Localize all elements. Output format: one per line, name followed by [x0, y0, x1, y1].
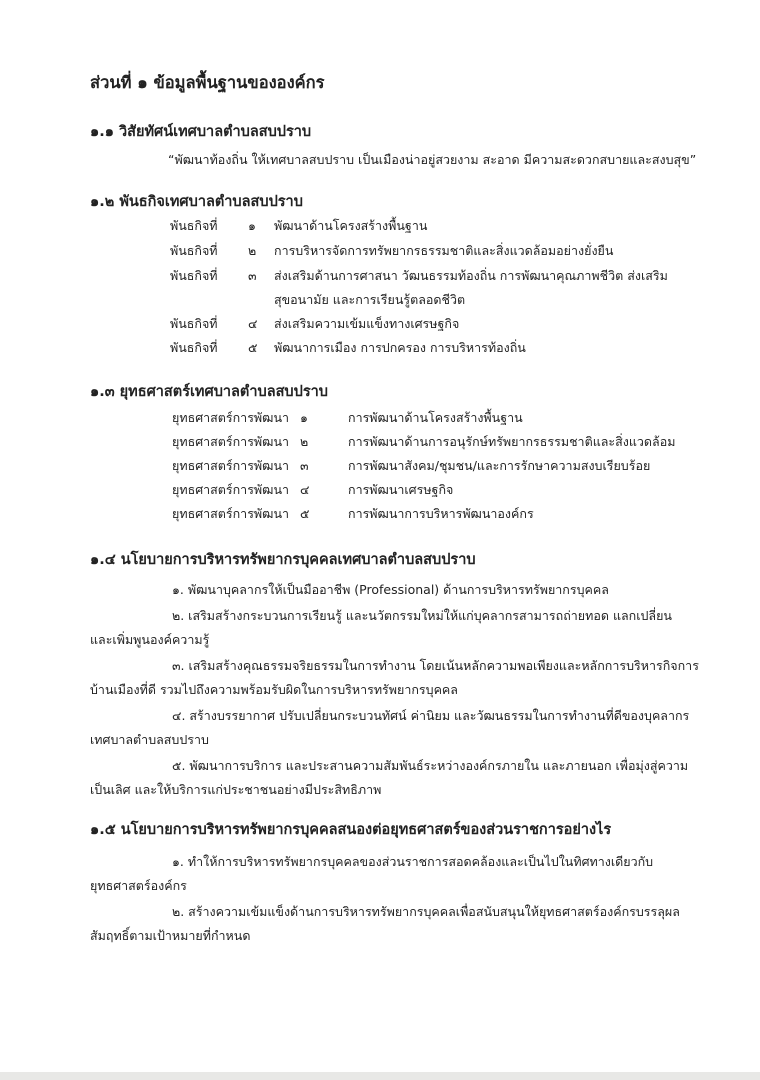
mission-text: ส่งเสริมด้านการศาสนา วัฒนธรรมท้องถิ่น การพัฒนาคุณภาพชีวิต ส่งเสริม	[274, 268, 668, 283]
strategy-label: ยุทธศาสตร์การพัฒนา	[172, 458, 290, 473]
policy-paragraph: ๔. สร้างบรรยากาศ ปรับเปลี่ยนกระบวนทัศน์ ค่านิยม และวัฒนธรรมในการทำงานที่ดีของบุคลากร	[172, 708, 690, 723]
strategy-label: ยุทธศาสตร์การพัฒนา	[172, 434, 290, 449]
mission-number: ๓	[248, 268, 257, 283]
mission-number: ๔	[248, 316, 258, 331]
mission-label: พันธกิจที่	[170, 218, 218, 233]
section-1-1-title: ๑.๑ วิสัยทัศน์เทศบาลตำบลสบปราบ	[90, 124, 312, 140]
alignment-paragraph: ๒. สร้างความเข้มแข็งด้านการบริหารทรัพยากรบุคคลเพื่อสนับสนุนให้ยุทธศาสตร์องค์กรบรรลุผล	[172, 904, 680, 919]
strategy-text: การพัฒนาการบริหารพัฒนาองค์กร	[348, 506, 534, 521]
policy-paragraph: ๑. พัฒนาบุคลากรให้เป็นมืออาชีพ (Professional) ด้านการบริหารทรัพยากรบุคคล	[172, 582, 609, 597]
strategy-label: ยุทธศาสตร์การพัฒนา	[172, 482, 290, 497]
alignment-paragraph: ๑. ทำให้การบริหารทรัพยากรบุคคลของส่วนราชการสอดคล้องและเป็นไปในทิศทางเดียวกับ	[172, 854, 654, 869]
policy-paragraph-continued: เป็นเลิศ และให้บริการแก่ประชาชนอย่างมีประสิทธิภาพ	[90, 782, 382, 797]
policy-paragraph-continued: และเพิ่มพูนองค์ความรู้	[90, 632, 210, 647]
mission-text: การบริหารจัดการทรัพยากรธรรมชาติและสิ่งแวดล้อมอย่างยั่งยืน	[274, 243, 614, 258]
strategy-label: ยุทธศาสตร์การพัฒนา	[172, 410, 290, 425]
mission-label: พันธกิจที่	[170, 340, 218, 355]
strategy-number: ๒	[300, 434, 309, 449]
mission-number: ๑	[248, 218, 256, 233]
strategy-label: ยุทธศาสตร์การพัฒนา	[172, 506, 290, 521]
section-1-5-title: ๑.๕ นโยบายการบริหารทรัพยากรบุคคลสนองต่อยุทธศาสตร์ของส่วนราชการอย่างไร	[90, 822, 612, 838]
section-1-2-title: ๑.๒ พันธกิจเทศบาลตำบลสบปราบ	[90, 194, 303, 210]
strategy-number: ๓	[300, 458, 309, 473]
mission-text: พัฒนาด้านโครงสร้างพื้นฐาน	[274, 218, 428, 233]
alignment-paragraph-continued: ยุทธศาสตร์องค์กร	[90, 878, 187, 893]
section-1-4-title: ๑.๔ นโยบายการบริหารทรัพยากรบุคคลเทศบาลตำบลสบปราบ	[90, 552, 476, 568]
alignment-paragraph-continued: สัมฤทธิ์ตามเป้าหมายที่กำหนด	[90, 928, 251, 943]
policy-paragraph: ๒. เสริมสร้างกระบวนการเรียนรู้ และนวัตกรรมใหม่ให้แก่บุคลากรสามารถถ่ายทอด แลกเปลี่ยน	[172, 608, 672, 623]
strategy-text: การพัฒนาด้านโครงสร้างพื้นฐาน	[348, 410, 523, 425]
strategy-text: การพัฒนาด้านการอนุรักษ์ทรัพยากรธรรมชาติและสิ่งแวดล้อม	[348, 434, 676, 449]
policy-paragraph: ๕. พัฒนาการบริการ และประสานความสัมพันธ์ระหว่างองค์กรภายใน และภายนอก เพื่อมุ่งสู่ความ	[172, 758, 689, 773]
mission-label: พันธกิจที่	[170, 243, 218, 258]
strategy-text: การพัฒนาเศรษฐกิจ	[348, 482, 454, 497]
mission-text-continued: สุขอนามัย และการเรียนรู้ตลอดชีวิต	[274, 292, 466, 307]
strategy-number: ๑	[300, 410, 308, 425]
mission-text: ส่งเสริมความเข้มแข็งทางเศรษฐกิจ	[274, 316, 460, 331]
mission-text: พัฒนาการเมือง การปกครอง การบริหารท้องถิ่น	[274, 340, 526, 355]
strategy-number: ๕	[300, 506, 310, 521]
vision-text: “พัฒนาท้องถิ่น ให้เทศบาลสบปราบ เป็นเมืองน่าอยู่สวยงาม สะอาด มีความสะดวกสบายและสงบสุข”	[168, 152, 697, 167]
strategy-text: การพัฒนาสังคม/ชุมชน/และการรักษาความสงบเรียบร้อย	[348, 458, 651, 473]
mission-number: ๒	[248, 243, 257, 258]
policy-paragraph: ๓. เสริมสร้างคุณธรรมจริยธรรมในการทำงาน โดยเน้นหลักความพอเพียงและหลักการบริหารกิจการ	[172, 658, 699, 673]
strategy-number: ๔	[300, 482, 310, 497]
policy-paragraph-continued: บ้านเมืองที่ดี รวมไปถึงความพร้อมรับผิดในการบริหารทรัพยากรบุคคล	[90, 682, 458, 697]
mission-number: ๕	[248, 340, 258, 355]
policy-paragraph-continued: เทศบาลตำบลสบปราบ	[90, 732, 209, 747]
mission-label: พันธกิจที่	[170, 316, 218, 331]
part-title: ส่วนที่ ๑ ข้อมูลพื้นฐานขององค์กร	[90, 73, 325, 92]
scan-bottom-edge	[0, 1072, 760, 1080]
section-1-3-title: ๑.๓ ยุทธศาสตร์เทศบาลตำบลสบปราบ	[90, 384, 328, 400]
mission-label: พันธกิจที่	[170, 268, 218, 283]
